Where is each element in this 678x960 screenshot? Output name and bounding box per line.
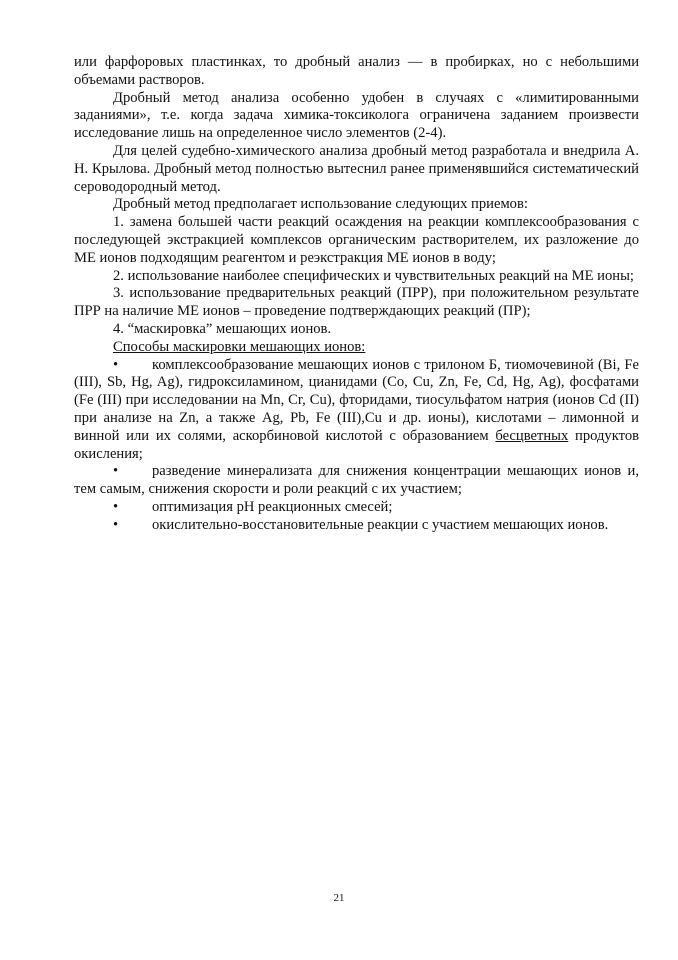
technique-item-4: 4. “маскировка” мешающих ионов. (113, 320, 332, 337)
technique-item-1: 1. замена большей части реакций осаждения на реакции комплексообразования с последующей экстракцией комплексов органическим растворителем, их разложение до МЕ ионов подходящим реагентом и реэкстракция МЕ ионов в воду; (74, 214, 639, 266)
document-page (74, 54, 639, 535)
masking-methods-heading-line (74, 339, 639, 357)
bullet-text: комплексообразование мешающих ионов с трилоном Б, тиомочевиной (Bi, Fe (III), Sb, Hg, Ag), гидроксиламином, цианидами (Co, Cu, Zn, Fe, Cd, Hg, Ag), фосфатами (Fe (III) при исследовании на Mn, Cr, Cu), фторидами, тиосульфатом натрия (ионов Cd (II) при анализе на Zn, а также Ag, Pb, Fe (III),Cu и др. ионы), кислотами – лимонной и винной или их солями, аскорбиновой кислотой с образованием (74, 356, 639, 444)
bullet-item-complexation (74, 357, 639, 464)
paragraph-krylova: Для целей судебно-химического анализа дробный метод разработала и внедрила А. Н. Крылова. Дробный метод полностью вытеснил ранее применявшийся систематический сероводородный метод. (74, 142, 639, 195)
bullet-item-dilution (74, 463, 639, 499)
bullet-text-end: продуктов окисления; (74, 427, 640, 462)
technique-item-3: 3. использование предварительных реакций (ПРР), при положительном результате ПРР на наличие МЕ ионов – проведение подтверждающих реакций (ПР); (74, 285, 639, 320)
bullet-text: разведение минерализата для снижения концентрации мешающих ионов и, тем самым, снижения скорости и роли реакций с их участием; (74, 463, 639, 498)
bullet-text: окислительно-восстановительные реакции с участием мешающих ионов. (152, 516, 609, 533)
bullet-item-redox (74, 517, 639, 535)
paragraph-limited-tasks: Дробный метод анализа особенно удобен в случаях с «лимитированными заданиями», т.е. когда задача химика-токсиколога ограничена заданием произвести исследование лишь на определенное число элементов (2-4). (74, 89, 639, 142)
bullet-text: оптимизация pH реакционных смесей; (152, 498, 393, 515)
bullet-icon: • (113, 516, 119, 533)
paragraph-continuation: или фарфоровых пластинках, то дробный анализ — в пробирках, но с небольшими объемами растворов. (74, 54, 639, 88)
bullet-icon: • (113, 498, 119, 515)
bullet-icon: • (113, 463, 119, 480)
page-number: 21 (333, 892, 345, 904)
paragraph-techniques-intro: Дробный метод предполагает использование следующих приемов: (113, 196, 528, 213)
underlined-word: бесцветных (495, 427, 569, 444)
bullet-item-ph (74, 499, 639, 517)
technique-item-2: 2. использование наиболее специфических и чувствительных реакций на МЕ ионы; (113, 267, 634, 284)
bullet-icon: • (113, 356, 119, 373)
masking-methods-heading: Способы маскировки мешающих ионов: (113, 338, 366, 355)
